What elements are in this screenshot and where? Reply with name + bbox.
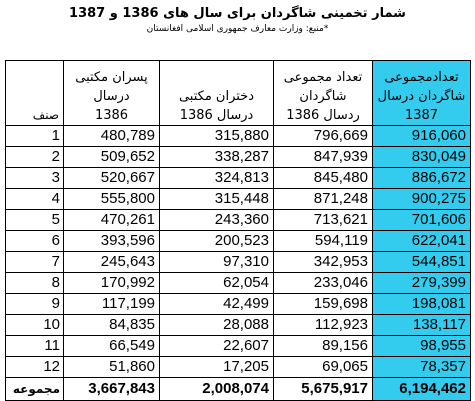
cell-girls: 22,607 (160, 336, 274, 357)
table-row (6, 147, 471, 168)
cell-rank: 7 (6, 252, 64, 273)
totals-total-1387: 6,194,462 (373, 378, 471, 401)
header-boys-line-2: درسال (93, 89, 130, 104)
table-row (6, 336, 471, 357)
header-boys (64, 61, 160, 126)
cell-total-1387: 886,672 (373, 168, 471, 189)
cell-total-1387: 916,060 (373, 126, 471, 147)
table-row (6, 273, 471, 294)
cell-boys: 480,789 (64, 126, 160, 147)
cell-boys: 245,643 (64, 252, 160, 273)
cell-total-1387: 701,606 (373, 210, 471, 231)
table-row (6, 357, 471, 378)
table-row (6, 210, 471, 231)
cell-girls: 17,205 (160, 357, 274, 378)
cell-girls: 324,813 (160, 168, 274, 189)
cell-total-1386: 594,119 (274, 231, 373, 252)
table-header-row (6, 61, 471, 126)
header-girls-line-1: دختران مکتبی (178, 89, 255, 104)
cell-boys: 555,800 (64, 189, 160, 210)
cell-rank: 12 (6, 357, 64, 378)
cell-total-1387: 78,357 (373, 357, 471, 378)
cell-girls: 28,088 (160, 315, 274, 336)
header-girls (160, 61, 274, 126)
cell-total-1386: 713,621 (274, 210, 373, 231)
table-row (6, 126, 471, 147)
cell-total-1387: 622,041 (373, 231, 471, 252)
header-total-1387-line-1: تعدادمجموعی (384, 70, 459, 85)
cell-boys: 66,549 (64, 336, 160, 357)
cell-total-1386: 69,065 (274, 357, 373, 378)
cell-total-1387: 98,955 (373, 336, 471, 357)
table-row (6, 168, 471, 189)
totals-row (6, 378, 471, 401)
header-total-1386 (274, 61, 373, 126)
cell-rank: 5 (6, 210, 64, 231)
header-total-1387-line-3: 1387 (404, 108, 439, 123)
cell-total-1386: 112,923 (274, 315, 373, 336)
cell-rank: 6 (6, 231, 64, 252)
header-rank: صنف (6, 61, 64, 126)
table-row (6, 252, 471, 273)
totals-label: مجموعه (6, 378, 64, 401)
cell-total-1387: 830,049 (373, 147, 471, 168)
cell-rank: 1 (6, 126, 64, 147)
header-total-1387-line-2: شاگردان درسال (377, 89, 466, 104)
cell-boys: 470,261 (64, 210, 160, 231)
cell-boys: 393,596 (64, 231, 160, 252)
header-girls-line-2: درسال 1386 (179, 108, 254, 123)
cell-boys: 84,835 (64, 315, 160, 336)
cell-total-1387: 198,081 (373, 294, 471, 315)
totals-girls: 2,008,074 (160, 378, 274, 401)
cell-total-1387: 138,117 (373, 315, 471, 336)
header-boys-line-3: 1386 (94, 108, 129, 123)
cell-total-1386: 796,669 (274, 126, 373, 147)
table-row (6, 231, 471, 252)
cell-rank: 11 (6, 336, 64, 357)
cell-girls: 62,054 (160, 273, 274, 294)
cell-boys: 51,860 (64, 357, 160, 378)
table-row (6, 315, 471, 336)
cell-total-1386: 159,698 (274, 294, 373, 315)
cell-girls: 97,310 (160, 252, 274, 273)
cell-total-1386: 89,156 (274, 336, 373, 357)
totals-boys: 3,667,843 (64, 378, 160, 401)
cell-rank: 8 (6, 273, 64, 294)
cell-girls: 200,523 (160, 231, 274, 252)
cell-rank: 2 (6, 147, 64, 168)
header-total-1386-line-2: شاگردان (299, 89, 347, 104)
cell-total-1386: 847,939 (274, 147, 373, 168)
cell-total-1386: 233,046 (274, 273, 373, 294)
cell-total-1387: 900,275 (373, 189, 471, 210)
header-boys-line-1: پسران مکتبی (75, 70, 148, 85)
cell-boys: 117,199 (64, 294, 160, 315)
cell-total-1386: 342,953 (274, 252, 373, 273)
cell-boys: 509,652 (64, 147, 160, 168)
cell-total-1386: 845,480 (274, 168, 373, 189)
header-total-1386-line-1: تعداد مجموعی (283, 70, 363, 85)
cell-rank: 9 (6, 294, 64, 315)
cell-girls: 243,360 (160, 210, 274, 231)
header-total-1387 (373, 61, 471, 126)
document-title: شمار تخمینی شاگردان برای سال های 1386 و 1387 (69, 6, 406, 21)
students-table (5, 60, 471, 401)
table-row (6, 294, 471, 315)
cell-total-1387: 279,399 (373, 273, 471, 294)
cell-total-1386: 871,248 (274, 189, 373, 210)
cell-total-1387: 544,851 (373, 252, 471, 273)
header-total-1386-line-3: ردسال 1386 (286, 108, 360, 123)
cell-girls: 42,499 (160, 294, 274, 315)
cell-rank: 10 (6, 315, 64, 336)
cell-girls: 315,880 (160, 126, 274, 147)
cell-boys: 170,992 (64, 273, 160, 294)
table-row (6, 189, 471, 210)
document-source-note: *منبع: وزارت معارف جمهوری اسلامی افغانستان (146, 24, 329, 34)
cell-girls: 338,287 (160, 147, 274, 168)
cell-rank: 3 (6, 168, 64, 189)
totals-total-1386: 5,675,917 (274, 378, 373, 401)
cell-girls: 315,448 (160, 189, 274, 210)
cell-rank: 4 (6, 189, 64, 210)
cell-boys: 520,667 (64, 168, 160, 189)
